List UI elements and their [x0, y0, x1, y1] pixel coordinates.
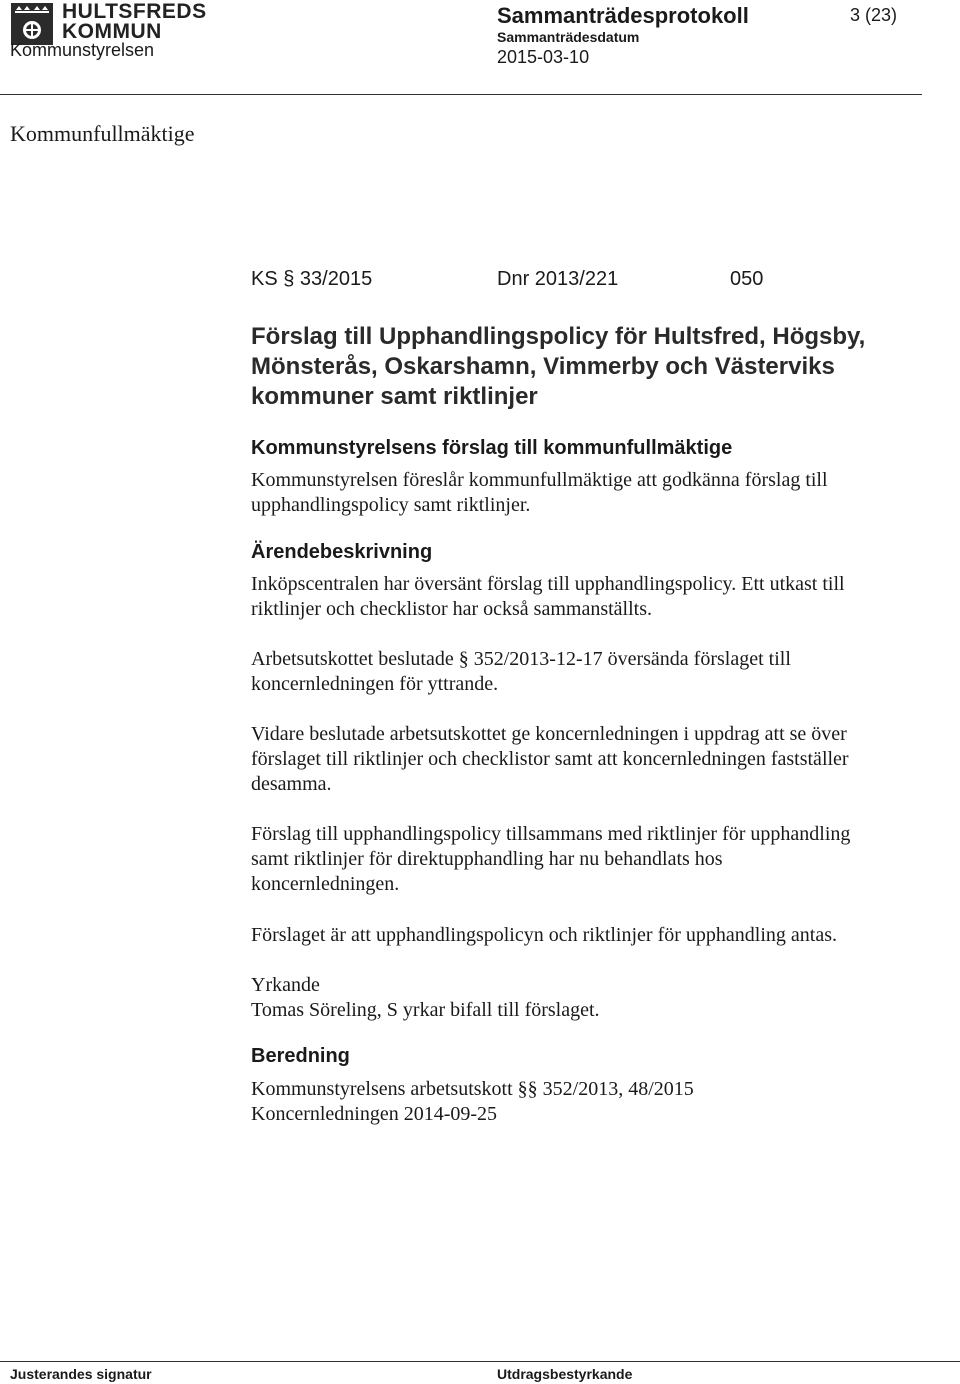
- classification-code: 050: [730, 268, 764, 290]
- extract-label: Utdragsbestyrkande: [497, 1366, 633, 1382]
- motion: [251, 973, 931, 1023]
- logo-line-2: KOMMUN: [62, 20, 162, 43]
- header-divider: [0, 94, 922, 95]
- case-title: [251, 322, 931, 412]
- text-line: upphandlingspolicy samt riktlinjer.: [251, 494, 531, 516]
- text-line: Inköpscentralen har översänt förslag till upphandlingspolicy. Ett utkast till: [251, 573, 845, 595]
- motion-text: Tomas Söreling, S yrkar bifall till förslaget.: [251, 999, 600, 1021]
- case-title-line: Förslag till Upphandlingspolicy för Hultsfred, Högsby,: [251, 323, 866, 350]
- description-paragraph: [251, 822, 931, 897]
- ks-number: KS § 33/2015: [251, 268, 373, 290]
- text-line: Förslag till upphandlingspolicy tillsammans med riktlinjer för upphandling: [251, 823, 851, 845]
- logo-wordmark: [62, 2, 207, 42]
- description-paragraph: [251, 923, 931, 948]
- logo-line-1: HULTSFREDS: [62, 0, 207, 23]
- text-line: förslaget till riktlinjer och checklistor samt att koncernledningen fastställer: [251, 748, 849, 770]
- proposal-heading: Kommunstyrelsens förslag till kommunfullmäktige: [251, 437, 733, 459]
- text-line: Kommunstyrelsens arbetsutskott §§ 352/2013, 48/2015: [251, 1078, 694, 1100]
- motion-label: Yrkande: [251, 974, 320, 996]
- description-paragraph: [251, 647, 931, 697]
- organization-name: Kommunstyrelsen: [10, 40, 155, 60]
- meeting-date: 2015-03-10: [497, 47, 590, 67]
- proposal-text: [251, 468, 931, 518]
- signature-label: Justerandes signatur: [10, 1366, 152, 1382]
- text-line: Koncernledningen 2014-09-25: [251, 1103, 498, 1125]
- page-number: 3 (23): [850, 5, 898, 25]
- text-line: riktlinjer och checklistor har också sammanställts.: [251, 598, 652, 620]
- text-line: Förslaget är att upphandlingspolicyn och riktlinjer för upphandling antas.: [251, 924, 837, 946]
- footer-divider: [0, 1361, 960, 1362]
- diary-number: Dnr 2013/221: [497, 268, 619, 290]
- text-line: Arbetsutskottet beslutade § 352/2013-12-17 översända förslaget till: [251, 648, 791, 670]
- text-line: desamma.: [251, 773, 332, 795]
- preparation-list: [251, 1077, 931, 1127]
- meeting-date-label: Sammanträdesdatum: [497, 29, 640, 45]
- preparation-heading: Beredning: [251, 1045, 350, 1067]
- description-paragraph: [251, 722, 931, 797]
- text-line: samt riktlinjer för direktupphandling har nu behandlats hos: [251, 848, 723, 870]
- description-heading: Ärendebeskrivning: [251, 541, 433, 563]
- case-reference: [251, 268, 931, 291]
- text-line: koncernledningen.: [251, 873, 400, 895]
- text-line: Kommunstyrelsen föreslår kommunfullmäktige att godkänna förslag till: [251, 469, 828, 491]
- case-title-line: Mönsterås, Oskarshamn, Vimmerby och Västerviks: [251, 353, 835, 380]
- description-paragraph: [251, 572, 931, 622]
- text-line: koncernledningen för yttrande.: [251, 673, 499, 695]
- decision-body: Kommunfullmäktige: [10, 121, 195, 146]
- case-title-line: kommuner samt riktlinjer: [251, 383, 538, 410]
- document-title: Sammanträdesprotokoll: [497, 3, 749, 28]
- text-line: Vidare beslutade arbetsutskottet ge koncernledningen i uppdrag att se över: [251, 723, 847, 745]
